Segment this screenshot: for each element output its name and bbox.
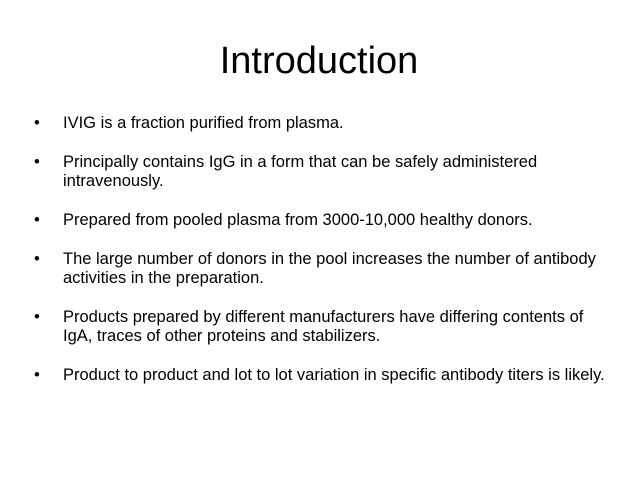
bullet-item xyxy=(34,250,609,288)
bullet-text: IVIG is a fraction purified from plasma. xyxy=(63,114,344,132)
bullet-item xyxy=(34,211,609,230)
bullet-marker: • xyxy=(34,114,40,132)
slide-title: Introduction xyxy=(219,40,419,82)
bullet-marker: • xyxy=(34,211,40,229)
bullet-item xyxy=(34,366,609,385)
bullet-text: The large number of donors in the pool increases the number of antibody activities in the preparation. xyxy=(63,250,596,287)
bullet-text: Prepared from pooled plasma from 3000-10,000 healthy donors. xyxy=(63,211,533,229)
bullet-text: Products prepared by different manufacturers have differing contents of IgA, traces of other proteins and stabilizers. xyxy=(63,308,584,345)
bullet-text: Principally contains IgG in a form that can be safely administered intravenously. xyxy=(63,153,538,190)
bullet-text: Product to product and lot to lot variation in specific antibody titers is likely. xyxy=(63,366,605,384)
bullet-marker: • xyxy=(34,308,40,326)
bullet-marker: • xyxy=(34,153,40,171)
bullet-item xyxy=(34,308,609,346)
bullet-marker: • xyxy=(34,250,40,268)
bullet-marker: • xyxy=(34,366,40,384)
bullet-item xyxy=(34,114,609,133)
bullet-item xyxy=(34,153,609,191)
bullet-list xyxy=(34,114,609,405)
